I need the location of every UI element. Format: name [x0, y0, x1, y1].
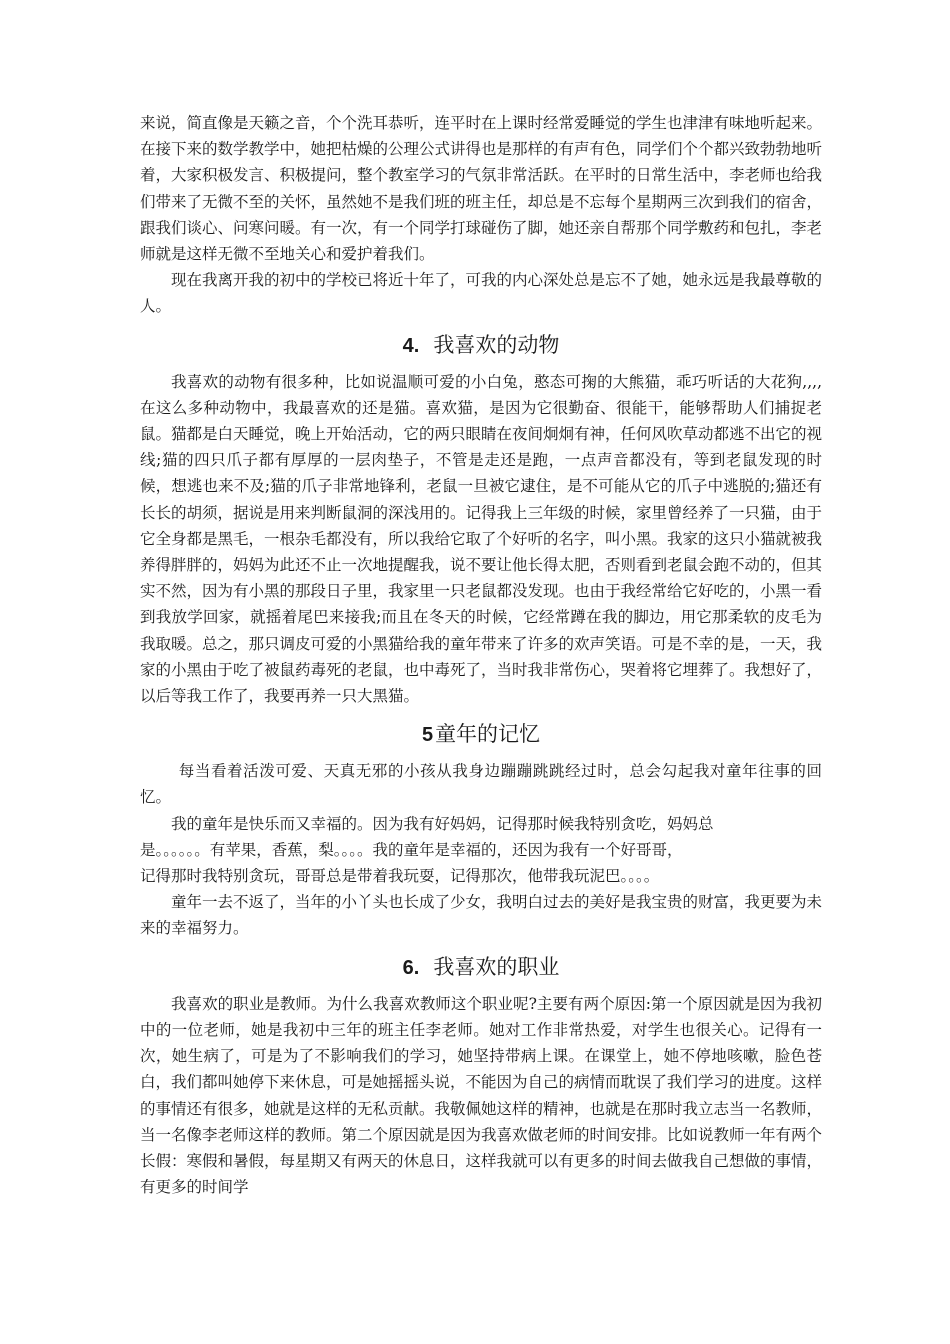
paragraph: 童年一去不返了，当年的小丫头也长成了少女，我明白过去的美好是我宝贵的财富，我更要为未来的幸福努力。	[140, 893, 823, 938]
paragraph-line: 是。。。。。。有苹果，香蕉，梨。。。。我的童年是幸福的，还因为我有一个好哥哥，	[140, 840, 683, 859]
section-number: 4.	[402, 334, 420, 357]
section-heading	[140, 330, 822, 361]
section-number: 5	[421, 724, 434, 747]
section-title: 童年的记忆	[435, 722, 541, 747]
document-page	[140, 110, 822, 1200]
paragraph-line: 记得那时我特别贪玩，哥哥总是带着我玩耍，记得那次，他带我玩泥巴。。。。	[140, 867, 660, 886]
section-title: 我喜欢的职业	[433, 954, 560, 979]
section-number: 6.	[402, 956, 420, 979]
paragraph: 每当看着活泼可爱、天真无邪的小孩从我身边蹦蹦跳跳经过时，总会勾起我对童年往事的回忆。	[140, 762, 822, 807]
paragraph: 我喜欢的职业是教师。为什么我喜欢教师这个职业呢?主要有两个原因:第一个原因就是因为我初中的一位老师，她是我初中三年的班主任李老师。她对工作非常热爱，对学生也很关心。记得有一次，她生病了，可是为了不影响我们的学习，她坚持带病上课。在课堂上，她不停地咳嗽，脸色苍白，我们都叫她停下来休息，可是她摇摇头说，不能因为自己的病情而耽误了我们学习的进度。这样的事情还有很多，她就是这样的无私贡献。我敬佩她这样的精神，也就是在那时我立志当一名教师，当一名像李老师这样的教师。第二个原因就是因为我喜欢做老师的时间安排。比如说教师一年有两个长假：寒假和暑假，每星期又有两天的休息日，这样我就可以有更多的时间去做我自己想做的事情，有更多的时间学	[140, 994, 823, 1197]
paragraph-line: 我的童年是快乐而又幸福的。因为我有好妈妈，记得那时候我特别贪吃，妈妈总	[171, 814, 714, 833]
paragraph: 我喜欢的动物有很多种，比如说温顺可爱的小白兔，憨态可掬的大熊猫，乖巧听话的大花狗,,,,在这么多种动物中，我最喜欢的还是猫。喜欢猫，是因为它很勤奋、很能干，能够帮助人们捕捉老鼠。猫都是白天睡觉，晚上开始活动，它的两只眼睛在夜间炯炯有神，任何风吹草动都逃不出它的视线;猫的四只爪子都有厚厚的一层肉垫子，不管是走还是跑，一点声音都没有，等到老鼠发现的时候，想逃也来不及;猫的爪子非常地锋利，老鼠一旦被它逮住，是不可能从它的爪子中逃脱的;猫还有长长的胡须，据说是用来判断鼠洞的深浅用的。记得我上三年级的时候，家里曾经养了一只猫，由于它全身都是黑毛，一根杂毛都没有，所以我给它取了个好听的名字，叫小黑。我家的这只小猫就被我养得胖胖的，妈妈为此还不止一次地提醒我，说不要让他长得太肥，否则看到老鼠会跑不动的，但其实不然，因为有小黑的那段日子里，我家里一只老鼠都没发现。也由于我经常给它好吃的，小黑一看到我放学回家，就摇着尾巴来接我;而且在冬天的时候，它经常蹲在我的脚边，用它那柔软的皮毛为我取暖。总之，那只调皮可爱的小黑猫给我的童年带来了许多的欢声笑语。可是不幸的是，一天，我家的小黑由于吃了被鼠药毒死的老鼠，也中毒死了，当时我非常伤心，哭着将它埋葬了。我想好了，以后等我工作了，我要再养一只大黑猫。	[140, 372, 823, 706]
paragraph	[140, 811, 822, 890]
paragraph: 现在我离开我的初中的学校已将近十年了，可我的内心深处总是忘不了她，她永远是我最尊敬的人。	[140, 271, 823, 316]
section-heading	[140, 952, 822, 983]
section-title: 我喜欢的动物	[433, 332, 560, 357]
section-heading	[140, 719, 822, 750]
paragraph: 来说，简直像是天籁之音，个个洗耳恭听，连平时在上课时经常爱睡觉的学生也津津有味地听起来。在接下来的数学教学中，她把枯燥的公理公式讲得也是那样的有声有色，同学们个个都兴致勃勃地听着，大家积极发言、积极提问，整个教室学习的气氛非常活跃。在平时的日常生活中，李老师也给我们带来了无微不至的关怀，虽然她不是我们班的班主任，却总是不忘每个星期两三次到我们的宿舍，跟我们谈心、问寒问暖。有一次，有一个同学打球碰伤了脚，她还亲自帮那个同学敷药和包扎，李老师就是这样无微不至地关心和爱护着我们。	[140, 114, 823, 264]
